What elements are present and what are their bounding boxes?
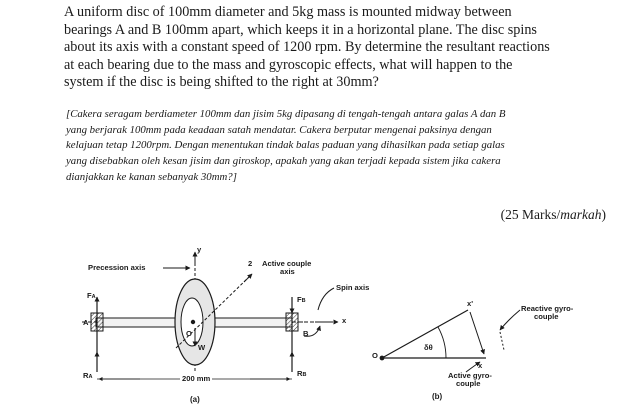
reaction-ra-letter: R — [83, 371, 89, 380]
bearing-a — [91, 313, 103, 331]
bearing-a-label: A — [83, 318, 89, 327]
question-line-2: bearings A and B 100mm apart, which keeps it in a horizontal plane. The disc spins — [64, 21, 537, 38]
reactive-couple-label-1: Reactive gyro- — [521, 304, 574, 313]
figure-b-caption: (b) — [432, 392, 443, 401]
reactive-couple-label-2: couple — [534, 312, 559, 321]
question-line-4: at each bearing due to the mass and gyroscopic effects, what will happen to the — [64, 56, 513, 73]
figure-b-diagram — [380, 310, 520, 372]
disc-centre — [191, 320, 195, 324]
force-fb-sub: B — [301, 298, 306, 304]
active-couple-b-label-1: Active gyro- — [448, 371, 492, 380]
force-fa-sub: A — [91, 294, 96, 300]
bearing-b-label: B — [303, 329, 309, 338]
marks-suffix: ) — [601, 207, 606, 222]
malay-line-1: [Cakera seragam berdiameter 100mm dan jisim 5kg dipasang di tengah-tengah antara galas A dan B — [66, 108, 506, 120]
marks-italic: markah — [560, 207, 602, 222]
active-couple-b-label-2: couple — [456, 379, 481, 388]
question-line-5: system if the disc is being shifted to the right at 30mm? — [64, 74, 379, 91]
malay-line-5: dianjakkan ke kanan sebanyak 30mm?] — [66, 170, 237, 183]
malay-line-3: kelajuan tetap 1200rpm. Dengan menentukan tindak balas paduan yang dihasilkan pada setiap galas — [66, 139, 505, 152]
precession-axis-label: Precession axis — [88, 263, 146, 272]
reaction-ra-sub: A — [88, 374, 93, 380]
angle-label: δθ — [424, 343, 433, 352]
question-line-1: A uniform disc of 100mm diameter and 5kg mass is mounted midway between — [64, 4, 512, 20]
figure-a-caption: (a) — [190, 395, 200, 404]
force-fa-letter: F — [87, 291, 92, 300]
x-prime-label: x' — [467, 299, 474, 308]
malay-line-2: yang berjarak 100mm pada keadaan satah mendatar. Cakera berputar mengenai paksinya dengan — [66, 123, 492, 136]
reaction-rb-letter: R — [297, 369, 303, 378]
malay-line-4: yang disebabkan oleh kesan jisim dan giroskop, apakah yang akan terjadi kepada sistem jika cakera — [66, 155, 501, 168]
change-vector — [470, 312, 484, 354]
active-couple-label: Active couple — [262, 259, 312, 268]
force-fb-letter: F — [297, 295, 302, 304]
bearing-b — [286, 313, 298, 331]
question-line-3: about its axis with a constant speed of 1200 rpm. By determine the resultant reactions — [64, 39, 550, 56]
angle-arc — [438, 327, 446, 358]
dimension-label: 200 mm — [182, 374, 211, 383]
x-axis-label: x — [342, 316, 347, 325]
force-fb-label — [297, 296, 306, 305]
active-couple-axis-label: axis — [280, 267, 295, 276]
x-label-b: x — [478, 361, 483, 370]
reaction-rb-label — [297, 370, 306, 379]
active-couple-number: 2 — [248, 259, 253, 268]
reaction-ra-label — [83, 372, 92, 381]
origin-point — [380, 356, 385, 361]
centre-o-label: O — [186, 329, 192, 338]
y-axis-label: y — [197, 245, 202, 254]
reactive-couple-arrow — [500, 310, 520, 330]
force-fa-label — [87, 292, 96, 301]
weight-label: W — [198, 343, 206, 352]
reactive-couple-dash — [500, 332, 504, 350]
spin-axis-pointer — [318, 288, 334, 310]
origin-o-label: O — [372, 351, 378, 360]
marks-prefix: (25 Marks/ — [500, 207, 561, 222]
reaction-rb-sub: B — [302, 372, 307, 378]
active-couple-axis-arrow — [244, 274, 252, 282]
spin-axis-label: Spin axis — [336, 283, 370, 292]
